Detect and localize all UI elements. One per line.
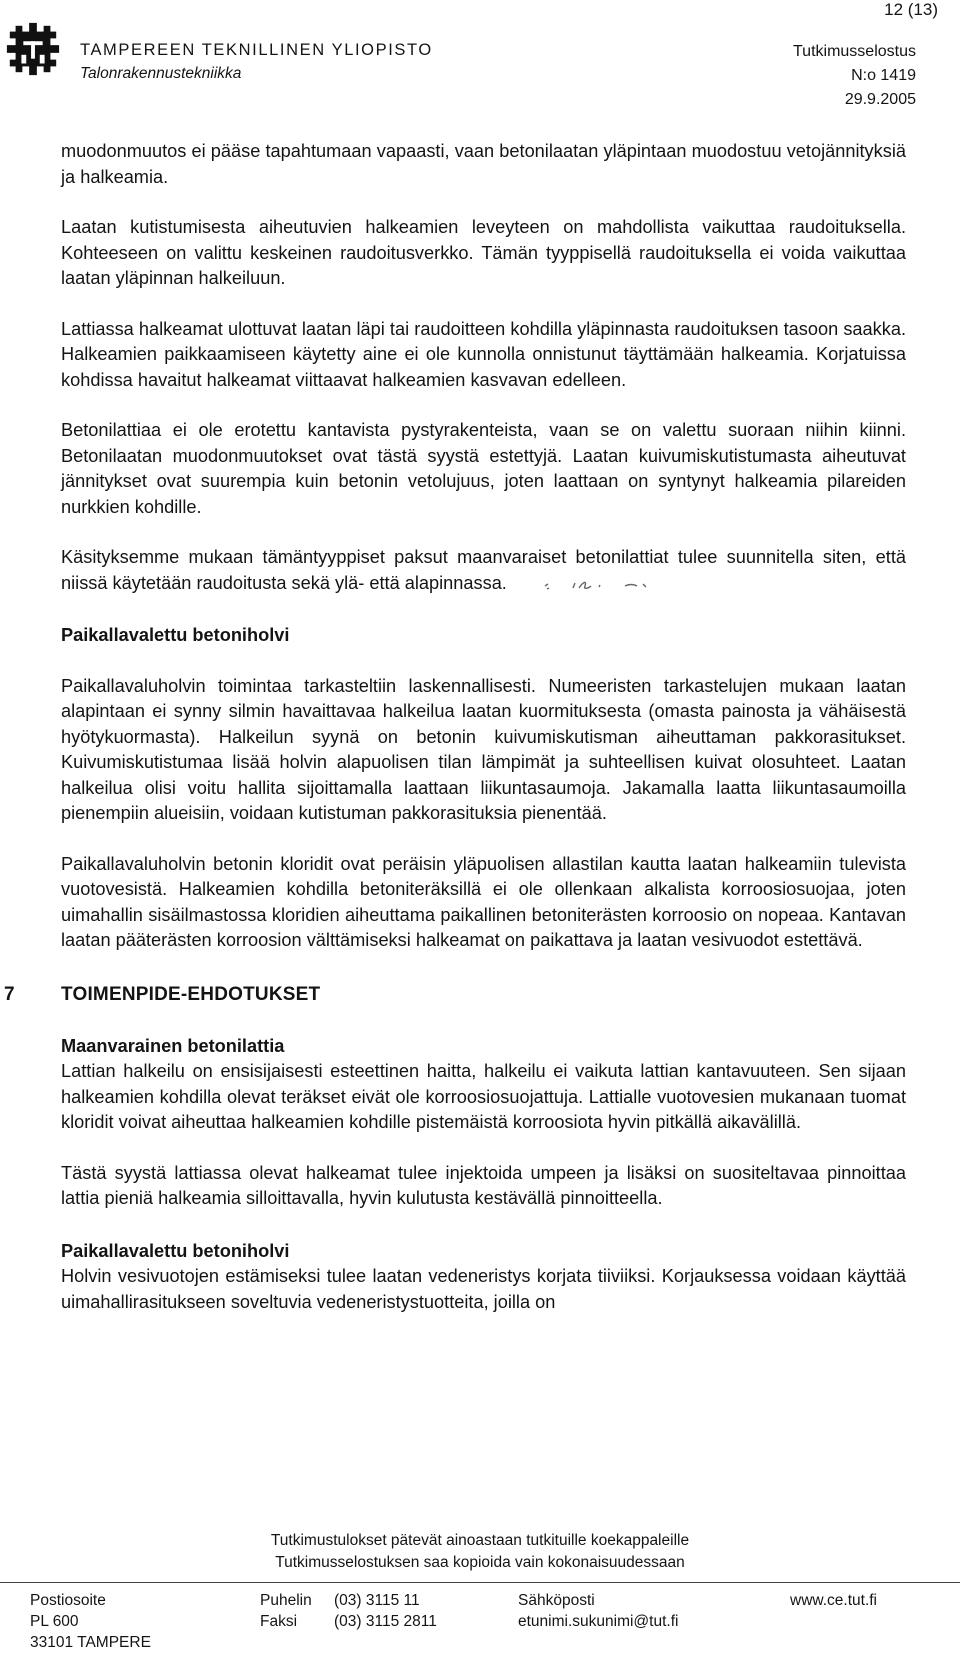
paragraph: Holvin vesivuotojen estämiseksi tulee laatan vedeneristys korjata tiiviiksi. Korjauksessa voidaan käyttää uimahallirasitukseen soveltuvia vedeneristystuotteita, joilla on: [61, 1266, 906, 1312]
footer-address: [30, 1590, 151, 1653]
email-label: Sähköposti: [518, 1592, 595, 1609]
section-title: TOIMENPIDE-EHDOTUKSET: [61, 983, 321, 1005]
paragraph: muodonmuutos ei pääse tapahtumaan vapaasti, vaan betonilaatan yläpintaan muodostuu vetojännityksiä ja halkeamia.: [61, 141, 906, 187]
section-number: 7: [4, 983, 15, 1005]
paragraph: Paikallavaluholvin toimintaa tarkasteltiin laskennallisesti. Numeeristen tarkastelujen mukaan laatan alapintaan ei synny silmin havaittavaa halkeilua laatan kuormituksesta (omasta painosta ja vähäisestä hyötykuormasta). Halkeilun syynä on betonin kuivumiskutisman aiheuttaman pakkorasitukset. Kuivumiskutistumaa lisää holvin alapuolisen tilan lämpimät ja suhteellisen kuivat olosuhteet. Laatan halkeilua olisi voitu hallita sijoittamalla laattaan liikuntasaumoja. Jakamalla laatta liikuntasaumoilla pienempiin alueisiin, voidaan kutistuman pakkorasituksia pienentää.: [61, 675, 906, 823]
section-heading: [0, 982, 906, 1008]
footer-website: www.ce.tut.fi: [790, 1592, 877, 1609]
footer-notice: [0, 1530, 960, 1574]
phone-label: Puhelin: [260, 1592, 312, 1609]
report-date: 29.9.2005: [844, 91, 916, 108]
fax-label: Faksi: [260, 1613, 298, 1630]
subheading: Maanvarainen betonilattia: [61, 1035, 285, 1056]
paragraph: Paikallavaluholvin betonin kloridit ovat peräisin yläpuolisen allastilan kautta laatan halkeamiin tulevista vuotovesistä. Halkeamien kohdilla betoniteräksillä ei ole ollenkaan alkalista korroosiosuojaa, joten uimahallin sisäilmastossa kloridien aiheuttama paikallinen betoniterästen korroosio on nopeaa. Kantavan laatan pääterästen korroosion välttämiseksi halkeamat on paikattava ja laatan vesivuodot estettävä.: [61, 853, 906, 950]
handwritten-scribble-icon: [515, 574, 665, 594]
subheading: Paikallavalettu betoniholvi: [61, 1240, 290, 1261]
paragraph: Betonilattiaa ei ole erotettu kantavista pystyrakenteista, vaan se on valettu suoraan niihin kiinni. Betonilaatan muodonmuutokset ovat tästä syystä estettyjä. Laatan kuivumiskutistumasta aiheutuvat jännitykset ovat suurempia kuin betonin vetolujuus, joten laattaan on syntynyt halkeamia pilareiden nurkkien kohdille.: [61, 420, 906, 517]
paragraph: Lattian halkeilu on ensisijaisesti esteettinen haitta, halkeilu ei vaikuta lattian kantavuuteen. Sen sijaan halkeamien kohdilla olevat teräkset eivät ole korroosiosuojattuja. Lattialle vuotovesien mukanaan tuomat kloridit voivat aiheuttaa halkeamien kohdille pistemäistä korroosiota hyvin pitkällä aikavälillä.: [61, 1061, 906, 1132]
department-name: Talonrakennustekniikka: [80, 65, 242, 82]
fax-number: (03) 3115 2811: [334, 1613, 437, 1630]
notice-line: Tutkimusselostuksen saa kopioida vain kokonaisuudessaan: [275, 1554, 685, 1571]
phone-number: (03) 3115 11: [334, 1592, 420, 1609]
paragraph-text: Käsityksemme mukaan tämäntyyppiset paksut maanvaraiset betonilattiat tulee suunnitella siten, että niissä käytetään raudoitusta sekä ylä- että alapinnassa.: [61, 547, 906, 593]
report-type: Tutkimusselostus: [793, 43, 916, 60]
postal-box: PL 600: [30, 1613, 79, 1630]
subheading: Paikallavalettu betoniholvi: [61, 625, 290, 645]
paragraph-with-annotation: [61, 545, 906, 596]
postal-label: Postiosoite: [30, 1592, 106, 1609]
university-name: TAMPEREEN TEKNILLINEN YLIOPISTO: [80, 41, 433, 59]
paragraph: Laatan kutistumisesta aiheutuvien halkeamien leveyteen on mahdollista vaikuttaa raudoituksella. Kohteeseen on valittu keskeinen raudoitusverkko. Tämän tyyppisellä raudoituksella ei voida vaikuttaa laatan yläpinnan halkeiluun.: [61, 217, 906, 288]
footer-divider: [0, 1582, 960, 1583]
report-info: [793, 40, 916, 112]
page-number: 12 (13): [884, 0, 938, 19]
document-body: [4, 139, 906, 1315]
report-number: N:o 1419: [851, 67, 916, 84]
paragraph: Tästä syystä lattiassa olevat halkeamat tulee injektoida umpeen ja lisäksi on suositeltavaa pinnoittaa lattia pieniä halkeamia silloittavalla, hyvin kulutusta kestävällä pinnoitteella.: [61, 1162, 906, 1208]
postal-city: 33101 TAMPERE: [30, 1634, 151, 1651]
email-address: etunimi.sukunimi@tut.fi: [518, 1613, 679, 1630]
gear-logo-icon: [4, 20, 62, 78]
notice-line: Tutkimustulokset pätevät ainoastaan tutkituille koekappaleille: [270, 1532, 690, 1549]
footer-email: [518, 1590, 678, 1632]
paragraph: Lattiassa halkeamat ulottuvat laatan läpi tai raudoitteen kohdilla yläpinnasta raudoituksen tasoon saakka. Halkeamien paikkaamiseen käytetty aine ei ole kunnolla onnistunut täyttämään halkeamia. Korjatuissa kohdissa havaitut halkeamat viittaavat halkeamien kasvavan edelleen.: [61, 318, 906, 390]
footer-phone: [260, 1590, 437, 1632]
